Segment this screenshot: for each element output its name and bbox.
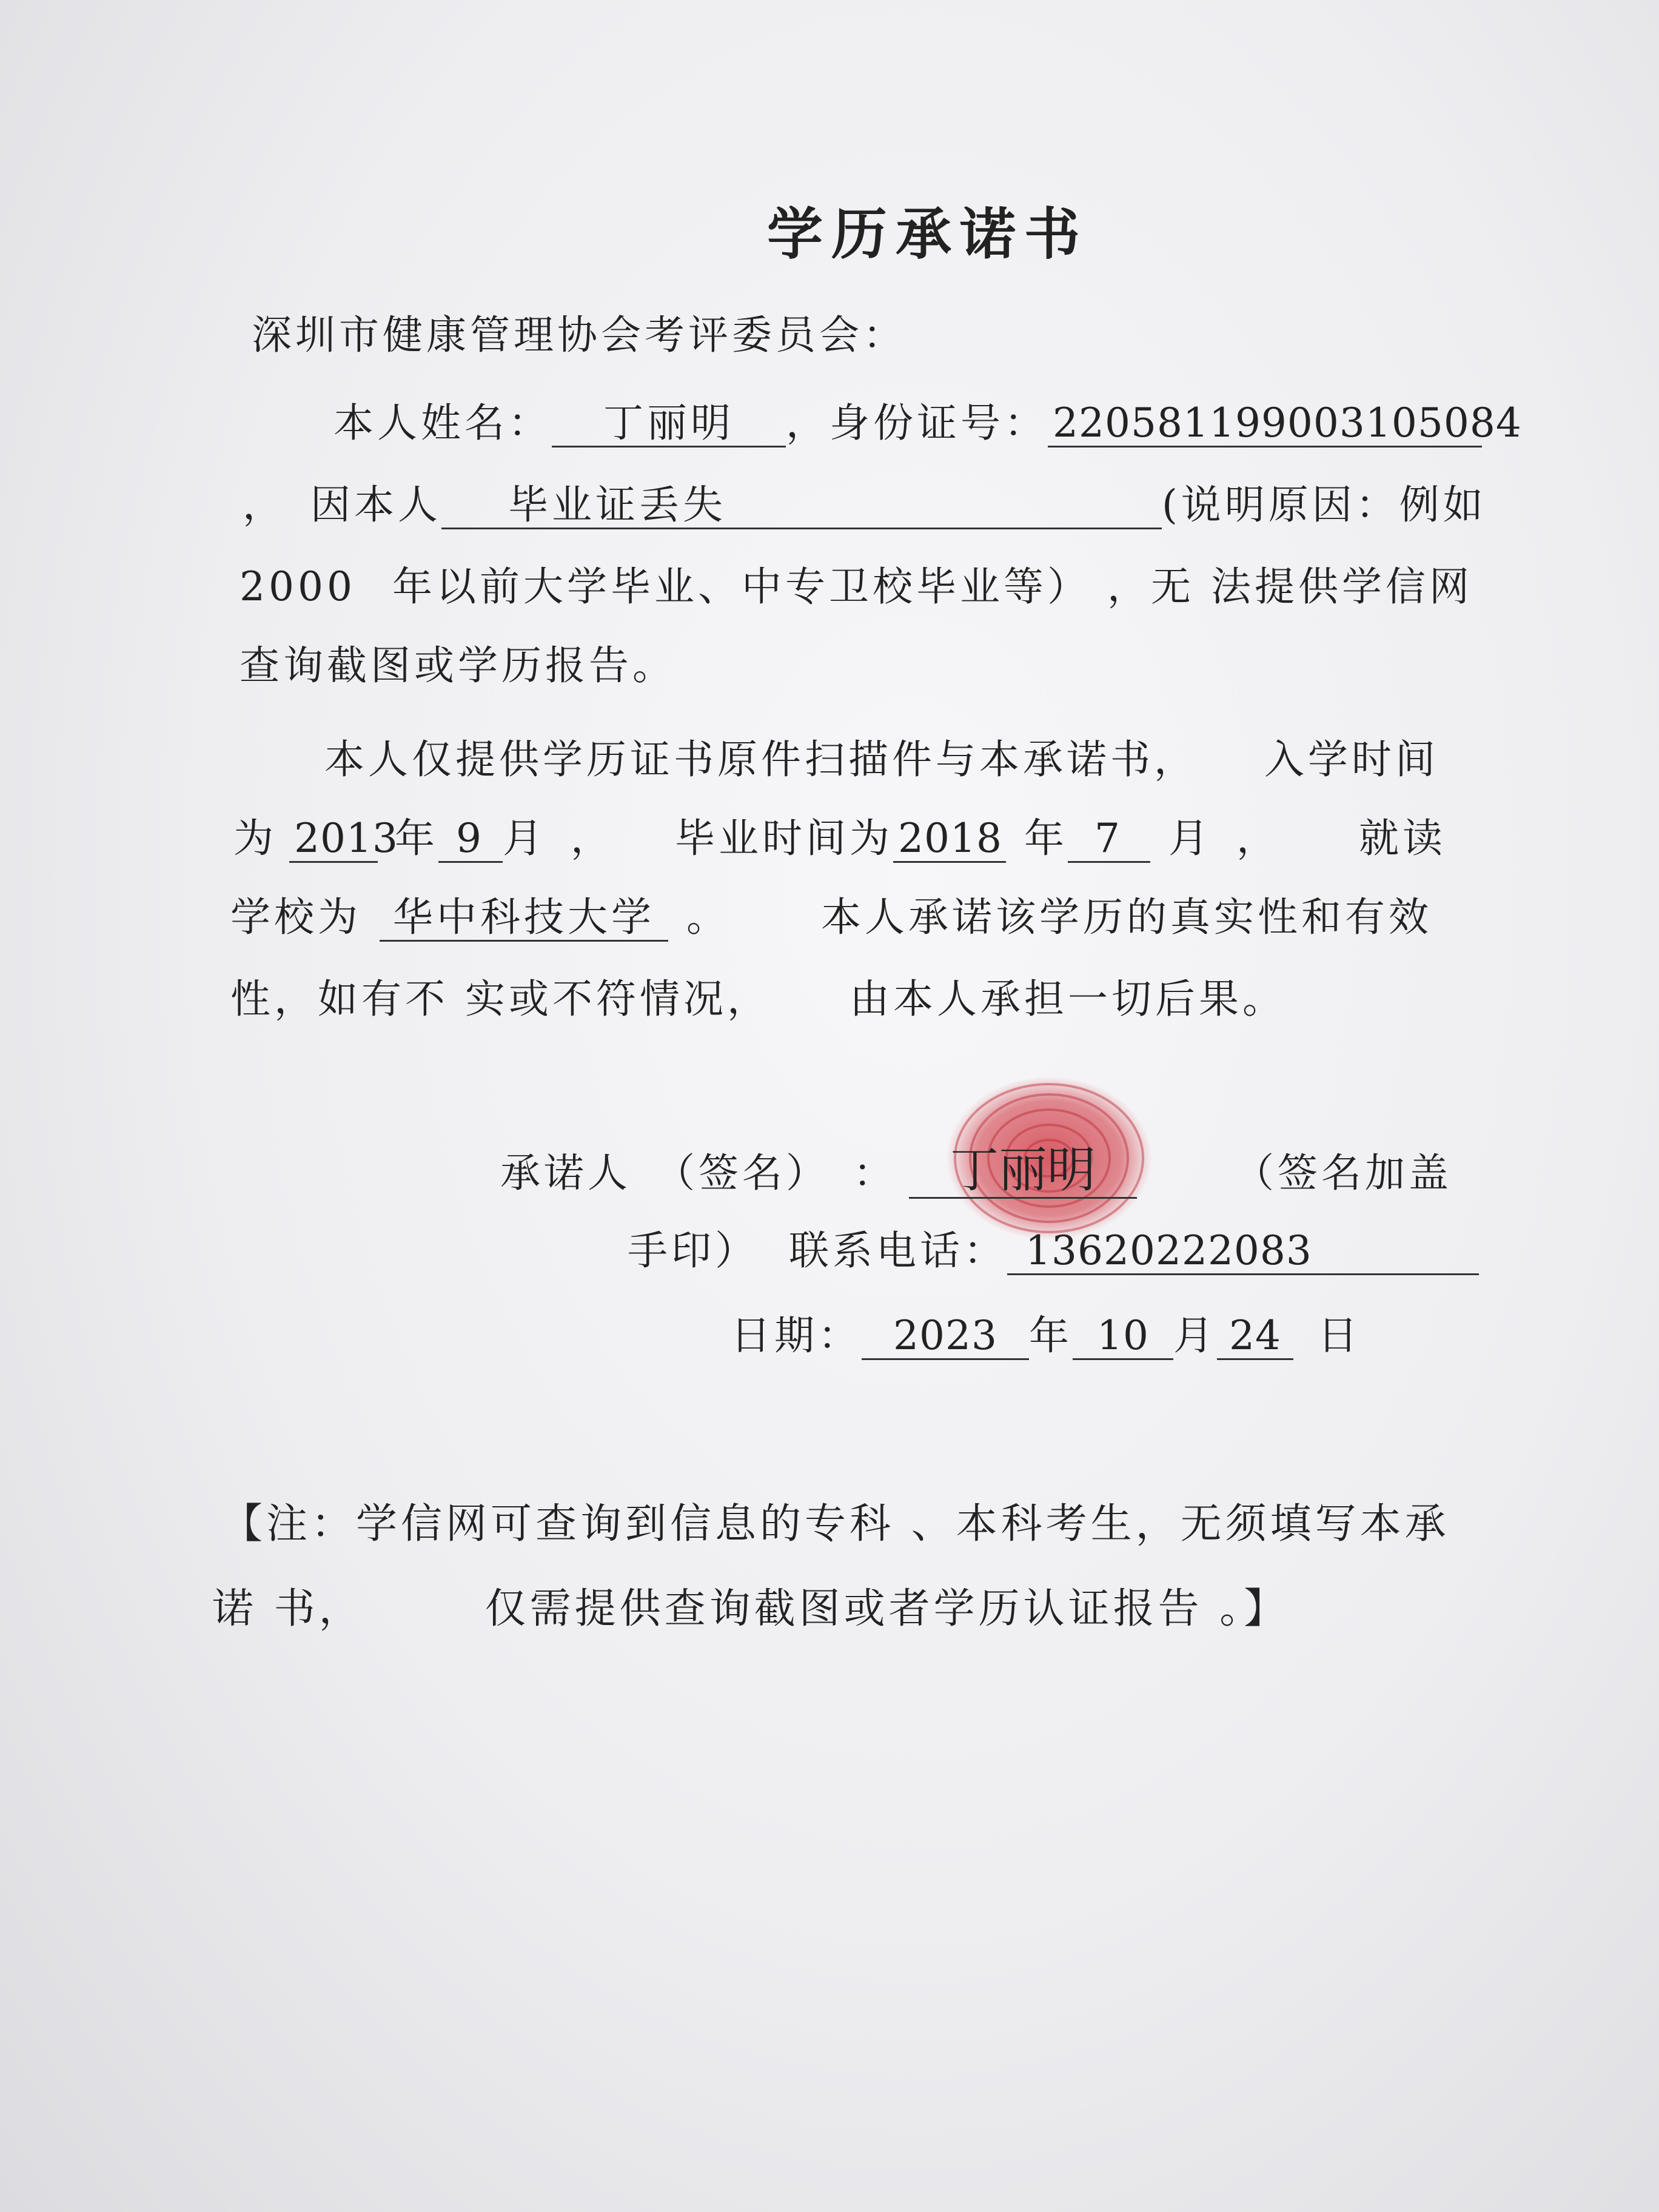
note-line-2-b: 仅需提供查询截图或者学历认证报告 。】 — [484, 1585, 1289, 1633]
phone-field: 13620222083 — [1007, 1231, 1479, 1275]
id-label: ，身份证号： — [786, 400, 1048, 446]
school-period: 。 — [686, 894, 730, 940]
grad-comma: ， — [1236, 815, 1280, 862]
reason-label: 因本人 — [310, 481, 441, 528]
jiudu-label: 就读 — [1359, 815, 1446, 862]
p2-line3 — [230, 894, 1432, 942]
p2-line4 — [230, 976, 1286, 1022]
grad-month-field: 7 — [1068, 819, 1150, 863]
page-title: 学历承诺书 — [767, 201, 1089, 267]
p1-line3 — [240, 563, 1473, 610]
p2-line4-a: 性，如有不 实或不符情况， — [230, 976, 771, 1022]
grad-year-char: 年 — [1024, 815, 1068, 862]
school-label: 学校为 — [230, 894, 361, 940]
reason-line — [243, 481, 1487, 529]
p1-line4: 查询截图或学历报告。 — [240, 642, 676, 689]
p1-line3-c: ，无 法提供学信网 — [1107, 563, 1473, 610]
p1-line3-b: 年以前大学毕业、中专卫校毕业等） — [392, 563, 1071, 610]
date-year-char: 年 — [1029, 1312, 1073, 1359]
phone-label: 联系电话： — [789, 1227, 1007, 1274]
p2-line4-b: 由本人承担一切后果。 — [849, 976, 1286, 1022]
year-2000: 2000 — [240, 563, 356, 610]
date-month-field: 10 — [1073, 1316, 1173, 1360]
enroll-month-field: 9 — [438, 819, 503, 863]
date-day-char: 日 — [1318, 1312, 1361, 1359]
date-day-field: 24 — [1217, 1316, 1293, 1360]
promise-text: 本人承诺该学历的真实性和有效 — [821, 894, 1432, 940]
grad-month-char: 月 — [1168, 815, 1212, 862]
reason-comma: ， — [243, 481, 286, 528]
enroll-year-field: 2013 — [289, 819, 378, 863]
wei-label: 为 — [233, 815, 277, 862]
date-line — [731, 1312, 1361, 1360]
date-year-field: 2023 — [862, 1316, 1029, 1360]
enroll-comma: ， — [571, 815, 614, 862]
grad-year-field: 2018 — [893, 819, 1006, 863]
addressee: 深圳市健康管理协会考评委员会： — [252, 312, 907, 358]
p2-line1-a: 本人仅提供学历证书原件扫描件与本承诺书， — [324, 736, 1198, 783]
p2-line1-b: 入学时间 — [1264, 736, 1439, 783]
sign-hint: （签名加盖 — [1234, 1150, 1452, 1196]
signer-line — [500, 1142, 1452, 1199]
grad-label: 毕业时间为 — [675, 815, 893, 862]
date-month-char: 月 — [1173, 1312, 1217, 1359]
reason-field: 毕业证丢失 — [441, 485, 1162, 529]
p2-line2 — [233, 815, 1446, 863]
name-line — [333, 400, 1522, 447]
note-line-1: 【注：学信网可查询到信息的专科 、本科考生，无须填写本承 — [221, 1500, 1450, 1548]
id-number-field: 220581199003105084 — [1048, 403, 1482, 447]
enroll-month-char: 月 — [503, 815, 546, 862]
school-field: 华中科技大学 — [380, 897, 668, 942]
handwritten-signature: 丁丽明 — [909, 1146, 1137, 1199]
sign-hint-2: 手印） — [628, 1227, 759, 1274]
date-label: 日期： — [731, 1312, 862, 1359]
name-label: 本人姓名： — [333, 400, 552, 446]
enroll-year-char: 年 — [395, 815, 438, 862]
reason-hint: (说明原因：例如 — [1162, 481, 1487, 528]
name-field: 丁丽明 — [552, 403, 786, 447]
phone-line — [628, 1227, 1479, 1275]
note-line-2 — [212, 1585, 1289, 1633]
note-line-2-a: 诺 书， — [212, 1585, 364, 1633]
signer-label: 承诺人 （签名） ： — [500, 1150, 897, 1196]
p2-line1 — [324, 736, 1439, 783]
